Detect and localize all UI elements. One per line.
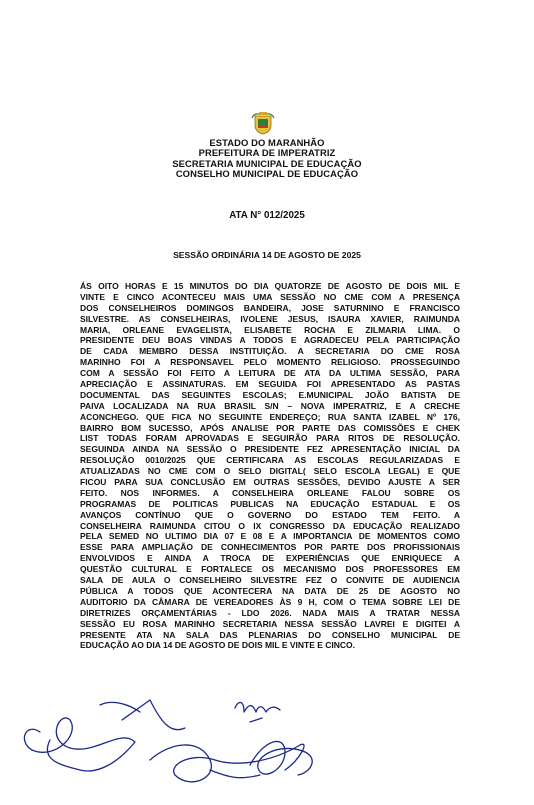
minutes-line: PRESENTE ATA NA SALA DAS PLENARIAS DO CONSELHO MUNICIPAL DE [80,629,460,640]
signature-bottom-left [150,744,304,782]
minutes-line: DOCUMENTAL DAS SEGUINTES ESCOLAS; E.MUNICIPAL JOÃO BATISTA DE [80,389,460,400]
minutes-line: SESSÃO EU ROSA MARINHO SECRETARIA NESSA SESSÃO LAVREI E DIGITEI A [80,618,460,629]
minutes-line: DIRETRIZES ORÇAMENTÁRIAS - LDO 2026. NADA MAIS A TRATAR NESSA [80,607,460,618]
signature-center [235,702,280,722]
minutes-line: ENVOLVIDOS E AINDA A TROCA DE EXPERIÊNCIAS QUE ENRIQUECE A [80,553,460,564]
signature-left [24,718,135,771]
institution-header [0,138,534,180]
minutes-line: PRESIDENTE DEU BOAS VINDAS A TODOS E AGRADECEU PELA PARTICIPAÇÃO [80,335,460,346]
minutes-line: ÁS OITO HORAS E 15 MINUTOS DO DIA QUATORZE DE AGOSTO DE DOIS MIL E [80,281,460,291]
minutes-line: LIST TODAS FORAM APROVADAS E SEGUIRÃO PARA RITOS DE RESOLUÇÃO. [80,433,460,444]
minutes-line: APRECIAÇÃO E ASSINATURAS. EM SEGUIDA FOI APRESENTADO AS PASTAS [80,379,460,390]
minutes-line: FICOU PARA SUA CONCLUSÃO EM OUTRAS SESSÕES, DEVIDO AJUSTE A SER [80,477,460,488]
minutes-line: SILVESTRE. AS CONSELHEIRAS, IVOLENE JESUS, ISAURA XAVIER, RAIMUNDA [80,313,460,324]
header-prefecture: PREFEITURA DE IMPERATRIZ [198,147,336,159]
header-state: ESTADO DO MARANHÃO [209,137,325,148]
minutes-line: ATUALIZADAS NO CME COM O SELO DIGITAL( SELO ESCOLA LEGAL) E QUE [80,466,460,477]
minutes-line: MARIA, ORLEANE EVAGELISTA, ELISABETE ROCHA E ZILMARIA LIMA. O [80,324,460,335]
minutes-line: PELA SEMED NO ULTIMO DIA 07 E 08 E A IMPORTANCIA DE MOMENTOS COMO [80,531,460,542]
minutes-line: BAIRRO BOM SUCESSO, APÓS ANALISE POR PARTE DAS COMISSÕES E CHEK [80,422,460,433]
minutes-line: DOS CONSELHEIROS DOMINGOS BANDEIRA, JOSE SATURNINO E FRANCISCO [80,302,460,313]
minutes-line: DE CADA MEMBRO DESSA INSTITUIÇÃO. A SECRETARIA DO CME ROSA [80,346,460,357]
header-council: CONSELHO MUNICIPAL DE EDUCAÇÃO [175,168,359,180]
minutes-line: QUESTÃO CULTURAL E FORTALECE OS MECANISMO DOS PROFESSORES EM [80,564,460,575]
session-heading: SESSÃO ORDINÁRIA 14 DE AGOSTO DE 2025 [173,250,361,260]
signature-tail [210,770,260,778]
minutes-line: FEITO. NOS INFORMES. A CONSELHEIRA ORLEANE FALOU SOBRE OS [80,487,460,498]
minutes-line: AUDITORIO DA CÂMARA DE VEREADORES ÀS 9 H, COM O TEMA SOBRE LEI DE [80,596,460,607]
signature-left-2 [100,700,185,730]
minutes-line: CONSELHEIRA RAIMUNDA CITOU O IX CONGRESSO DA EDUCAÇÃO REALIZADO [80,520,460,531]
minutes-line: VINTE E CINCO ACONTECEU MAIS UMA SESSÃO NO CME COM A PRESENÇA [80,291,460,302]
minutes-line: COM A SESSÃO FOI FEITO A LEITURA DE ATA DA ULTIMA SESSÃO, PARA [80,368,460,379]
signature-bottom-right [250,741,312,775]
minutes-line: PAIVA LOCALIZADA NA RUA BRASIL S/N – NOVA IMPERATRIZ, E A CRECHE [80,400,460,411]
minutes-line: ACONCHEGO. QUE FICA NO SEGUINTE ENDEREÇO; RUA SANTA IZABEL Nº 176, [80,411,460,422]
minutes-line: PÚBLICA A TODOS QUE ACONTECERA NA DATA DE 25 DE AGOSTO NO [80,585,460,596]
minutes-line: SALA DE AULA O CONSELHEIRO SILVESTRE FEZ O CONVITE DE AUDIENCIA [80,575,460,586]
minutes-body [80,281,460,651]
document-title: ATA N° 012/2025 [229,210,305,221]
municipal-crest-icon [250,110,276,136]
header-secretariat: SECRETARIA MUNICIPAL DE EDUCAÇÃO [172,157,362,169]
minutes-line: AVANÇOS CONTÍNUO QUE O GOVERNO DO ESTADO TEM FEITO. A [80,509,460,520]
minutes-line: PROGRAMAS DE POLITICAS PUBLICAS NA EDUCAÇÃO ESTADUAL E OS [80,498,460,509]
minutes-line: ESSE PARA AMPLIAÇÃO DE CONHECIMENTOS POR PARTE DOS PROFISSIONAIS [80,542,460,553]
minutes-line: SEGUINDA AINDA NA SESSÃO O PRESIDENTE FEZ APRESENTAÇÃO INICIAL DA [80,444,460,455]
minutes-line: RESOLUÇÃO 0010/2025 QUE CERTIFICARA AS ESCOLAS REGULARIZADAS E [80,455,460,466]
minutes-line: MARINHO FOI A RESPONSAVEL PELO MOMENTO RELIGIOSO. PROSSEGUINDO [80,357,460,368]
minutes-line: EDUCAÇÃO AO DIA 14 DE AGOSTO DE DOIS MIL E VINTE E CINCO. [80,640,356,651]
